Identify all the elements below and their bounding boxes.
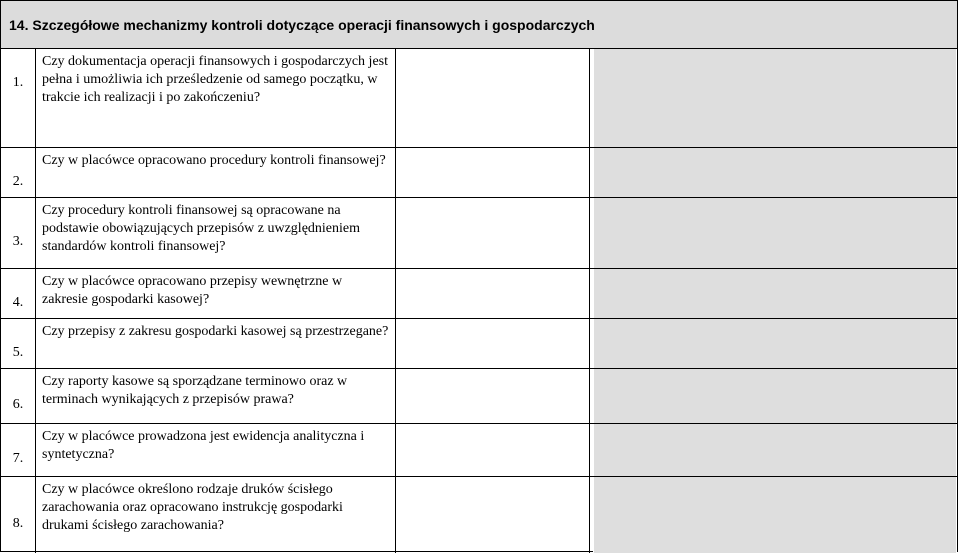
notes-cell[interactable] [593,424,957,476]
answer-cell[interactable] [396,477,590,553]
table-row [1,319,957,369]
row-number: 2. [1,148,36,197]
row-question: Czy przepisy z zakresu gospodarki kasowej są przestrzegane? [36,319,396,368]
table-row [1,198,957,269]
notes-cell[interactable] [593,198,957,268]
row-number: 8. [1,477,36,553]
row-number: 5. [1,319,36,368]
table-row [1,49,957,148]
answer-cell[interactable] [396,269,590,318]
row-number: 7. [1,424,36,476]
row-question: Czy raporty kasowe są sporządzane terminowo oraz w terminach wynikających z przepisów prawa? [36,369,396,423]
answer-cell[interactable] [396,369,590,423]
table-row [1,148,957,198]
notes-cell[interactable] [593,477,957,553]
notes-cell[interactable] [593,269,957,318]
notes-cell[interactable] [593,148,957,197]
row-question: Czy dokumentacja operacji finansowych i gospodarczych jest pełna i umożliwia ich prześledzenie od samego początku, w trakcie ich realizacji i po zakończeniu? [36,49,396,147]
answer-cell[interactable] [396,424,590,476]
table-row [1,477,957,553]
row-question: Czy w placówce określono rodzaje druków ścisłego zarachowania oraz opracowano instrukcję gospodarki drukami ścisłego zarachowania? [36,477,396,553]
answer-cell[interactable] [396,49,590,147]
table-row [1,424,957,477]
row-number: 3. [1,198,36,268]
answer-cell[interactable] [396,319,590,368]
row-number: 4. [1,269,36,318]
section-header [1,1,957,49]
section-title: 14. Szczegółowe mechanizmy kontroli dotyczące operacji finansowych i gospodarczych [9,16,595,33]
notes-cell[interactable] [593,319,957,368]
row-number: 1. [1,49,36,147]
row-question: Czy procedury kontroli finansowej są opracowane na podstawie obowiązujących przepisów z uwzględnieniem standardów kontroli finansowej? [36,198,396,268]
row-question: Czy w placówce opracowano procedury kontroli finansowej? [36,148,396,197]
notes-cell[interactable] [593,49,957,147]
answer-cell[interactable] [396,198,590,268]
row-number: 6. [1,369,36,423]
table-row [1,369,957,424]
row-question: Czy w placówce prowadzona jest ewidencja analityczna i syntetyczna? [36,424,396,476]
notes-cell[interactable] [593,369,957,423]
answer-cell[interactable] [396,148,590,197]
table-row [1,269,957,319]
row-question: Czy w placówce opracowano przepisy wewnętrzne w zakresie gospodarki kasowej? [36,269,396,318]
